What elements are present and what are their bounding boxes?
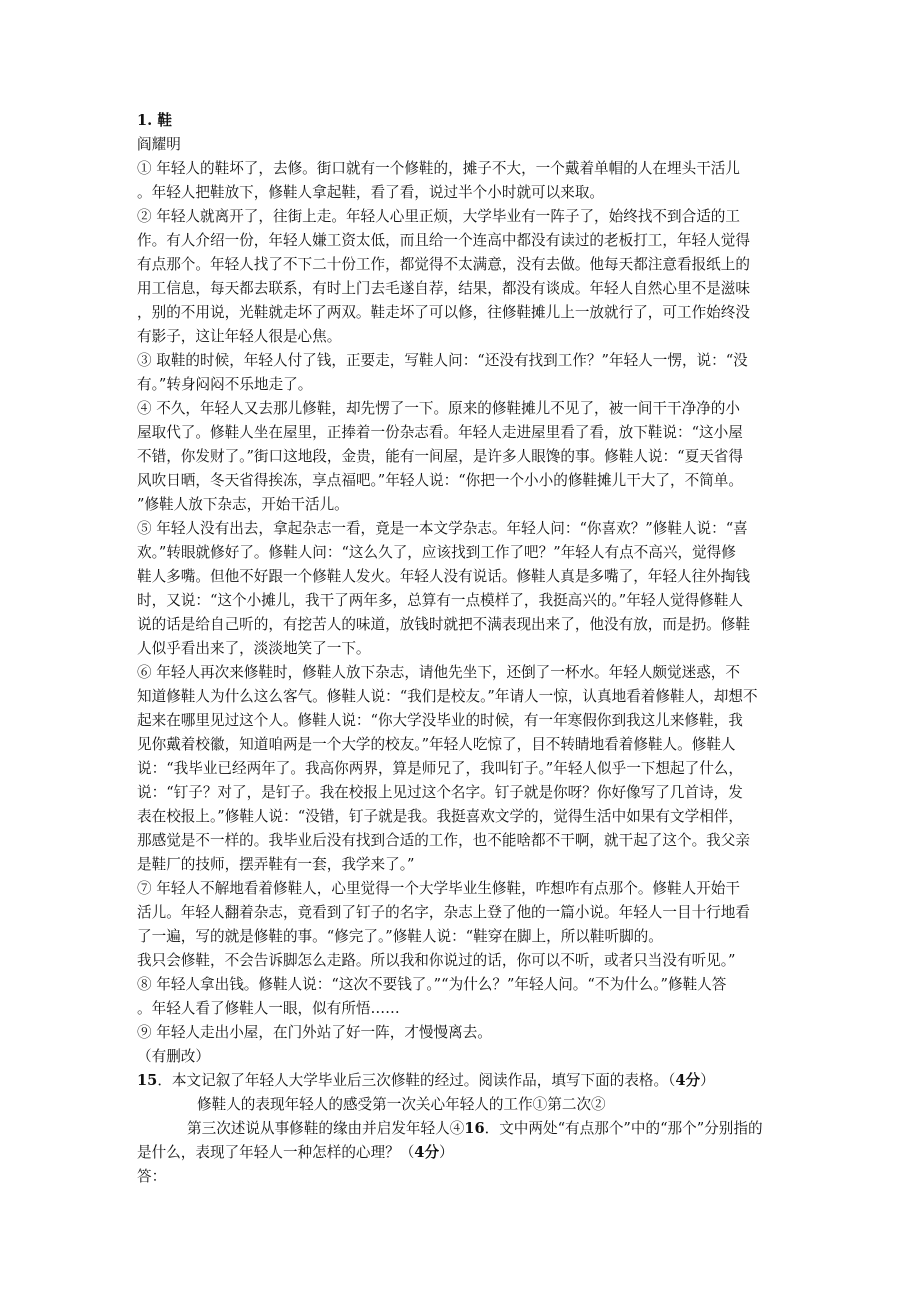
- paragraph-line: ⑥ 年轻人再次来修鞋时，修鞋人放下杂志，请他先坐下，还倒了一杯水。年轻人颇觉迷惑，不: [137, 664, 740, 681]
- paragraph-line: 了一遍，写的就是修鞋的事。“修完了。”修鞋人说：“鞋穿在脚上，所以鞋听脚的。: [137, 928, 663, 945]
- paragraph-line: 见你戴着校徽，知道咱两是一个大学的校友。”年轻人吃惊了，目不转睛地看着修鞋人。修鞋人: [137, 736, 736, 753]
- paragraph-1: [137, 157, 787, 205]
- paragraph-line: 说：“我毕业已经两年了。我高你两界，算是师兄了，我叫钉子。”年轻人似乎一下想起了什么，: [137, 760, 743, 777]
- paragraph-6: [137, 661, 787, 877]
- paragraph-line: 屋取代了。修鞋人坐在屋里，正捧着一份杂志看。年轻人走进屋里看了看，放下鞋说：“这小屋: [137, 424, 743, 441]
- paragraph-line: 鞋人多嘴。但他不好跟一个修鞋人发火。年轻人没有说话。修鞋人真是多嘴了，年轻人往外掏钱: [137, 568, 750, 585]
- paragraph-line: 活儿。年轻人翻着杂志，竟看到了钉子的名字，杂志上登了他的一篇小说。年轻人一目十行地看: [137, 904, 750, 921]
- paragraph-line: ③ 取鞋的时候，年轻人付了钱，正要走，写鞋人问：“还没有找到工作？”年轻人一愣，说：“没: [137, 352, 748, 369]
- article-body: [137, 157, 787, 1045]
- paragraph-2: [137, 205, 787, 349]
- question-16-score: 4分: [414, 1144, 440, 1161]
- paragraph-line: ”修鞋人放下杂志，开始干活儿。: [137, 496, 349, 513]
- question-15-close: ）: [700, 1072, 715, 1089]
- paragraph-line: 有点那个。年轻人找了不下二十份工作，都觉得不太满意，没有去做。他每天都注意看报纸上的: [137, 256, 750, 273]
- question-16-line-2: [137, 1141, 787, 1165]
- paragraph-line: 有影子，这让年轻人很是心焦。: [137, 328, 342, 345]
- paragraph-line: 知道修鞋人为什么这么客气。修鞋人说：“我们是校友。”年请人一惊，认真地看着修鞋人，却想不: [137, 688, 758, 705]
- paragraph-line: ⑤ 年轻人没有出去，拿起杂志一看，竟是一本文学杂志。年轻人问：“你喜欢？”修鞋人说：“喜: [137, 520, 748, 537]
- article-author: 阎耀明: [137, 136, 181, 153]
- paragraph-line: ⑧ 年轻人拿出钱。修鞋人说：“这次不要钱了。”“为什么？”年轻人问。“不为什么。”修鞋人答: [137, 976, 727, 993]
- question-16-close: ）: [439, 1144, 454, 1161]
- paragraph-line: ⑨ 年轻人走出小屋，在门外站了好一阵，才慢慢离去。: [137, 1024, 492, 1041]
- question-16-line-1: [137, 1117, 787, 1141]
- article-title: 1. 鞋: [137, 112, 172, 129]
- paragraph-line: ⑦ 年轻人不解地看着修鞋人，心里觉得一个大学毕业生修鞋，咋想咋有点那个。修鞋人开始干: [137, 880, 740, 897]
- paragraph-line: 欢。”转眼就修好了。修鞋人问：“这么久了，应该找到工作了吧？”年轻人有点不高兴，觉得修: [137, 544, 736, 561]
- answer-table-row: 修鞋人的表现年轻人的感受第一次关心年轻人的工作①第二次②: [197, 1096, 606, 1113]
- paragraph-line: ② 年轻人就离开了，往街上走。年轻人心里正烦，大学毕业有一阵子了，始终找不到合适的工: [137, 208, 740, 225]
- paragraph-8: [137, 973, 787, 1021]
- paragraph-line: 时，又说：“这个小摊儿，我干了两年多，总算有一点模样了，我挺高兴的。”年轻人觉得修鞋人: [137, 592, 743, 609]
- document-page: [137, 109, 787, 1189]
- paragraph-line: 说的话是给自己听的，有挖苦人的味道，放钱时就把不满表现出来了，他没有放，而是扔。修鞋: [137, 616, 750, 633]
- paragraph-line: 不错，你发财了。”街口这地段，金贵，能有一间屋，是许多人眼馋的事。修鞋人说：“夏天省得: [137, 448, 743, 465]
- question-16-text-2: 是什么，表现了年轻人一种怎样的心理？（: [137, 1144, 415, 1161]
- paragraph-line: 起来在哪里见过这个人。修鞋人说：“你大学没毕业的时候，有一年寒假你到我这儿来修鞋，我: [137, 712, 743, 729]
- question-15-number: 15: [137, 1072, 158, 1089]
- paragraph-line: 有。”转身闷闷不乐地走了。: [137, 376, 313, 393]
- paragraph-line: 说：“钉子？对了，是钉子。我在校报上见过这个名字。钉子就是你呀？你好像写了几首诗，发: [137, 784, 743, 801]
- paragraph-line: 人似乎看出来了，淡淡地笑了一下。: [137, 640, 371, 657]
- paragraph-4: [137, 397, 787, 517]
- paragraph-line: ① 年轻人的鞋坏了，去修。街口就有一个修鞋的，摊子不大，一个戴着单帽的人在埋头干活儿: [137, 160, 740, 177]
- revision-note: （有删改）: [137, 1048, 210, 1065]
- paragraph-line: 是鞋厂的技师，摆弄鞋有一套，我学来了。”: [137, 856, 415, 873]
- question-15: [137, 1069, 787, 1093]
- paragraph-line: ，别的不用说，光鞋就走坏了两双。鞋走坏了可以修，往修鞋摊儿上一放就行了，可工作始终没: [137, 304, 750, 321]
- paragraph-5: [137, 517, 787, 661]
- answer-label[interactable]: 答：: [137, 1168, 167, 1185]
- paragraph-9: [137, 1021, 787, 1045]
- question-16-number: 16: [464, 1120, 485, 1137]
- paragraph-line: 我只会修鞋，不会告诉脚怎么走路。所以我和你说过的话，你可以不听，或者只当没有听见。”: [137, 952, 736, 969]
- paragraph-line: 那感觉是不一样的。我毕业后没有找到合适的工作，也不能啥都不干啊，就干起了这个。我父亲: [137, 832, 750, 849]
- paragraph-line: ④ 不久，年轻人又去那儿修鞋，却先愣了一下。原来的修鞋摊儿不见了，被一间干干净净的小: [137, 400, 740, 417]
- paragraph-line: 表在校报上。”修鞋人说：“没错，钉子就是我。我挺喜欢文学的，觉得生活中如果有文学相伴，: [137, 808, 743, 825]
- paragraph-line: 。年轻人把鞋放下，修鞋人拿起鞋，看了看，说过半个小时就可以来取。: [137, 184, 605, 201]
- paragraph-line: 风吹日晒，冬天省得挨冻，享点福吧。”年轻人说：“你把一个小小的修鞋摊儿干大了，不简单。: [137, 472, 743, 489]
- question-15-text: ．本文记叙了年轻人大学毕业后三次修鞋的经过。阅读作品，填写下面的表格。（: [157, 1072, 676, 1089]
- paragraph-line: 作。有人介绍一份，年轻人嫌工资太低，而且给一个连高中都没有读过的老板打工，年轻人觉得: [137, 232, 750, 249]
- paragraph-line: 。年轻人看了修鞋人一眼，似有所悟……: [137, 1000, 400, 1017]
- paragraph-7: [137, 877, 787, 973]
- question-15-score: 4分: [675, 1072, 701, 1089]
- paragraph-3: [137, 349, 787, 397]
- table-third-row: 第三次述说从事修鞋的缘由并启发年轻人④: [187, 1120, 465, 1137]
- question-16-text: ．文中两处“有点那个”中的“那个”分别指的: [484, 1120, 763, 1137]
- paragraph-line: 用工信息，每天都去联系，有时上门去毛遂自荐，结果，都没有谈成。年轻人自然心里不是滋味: [137, 280, 750, 297]
